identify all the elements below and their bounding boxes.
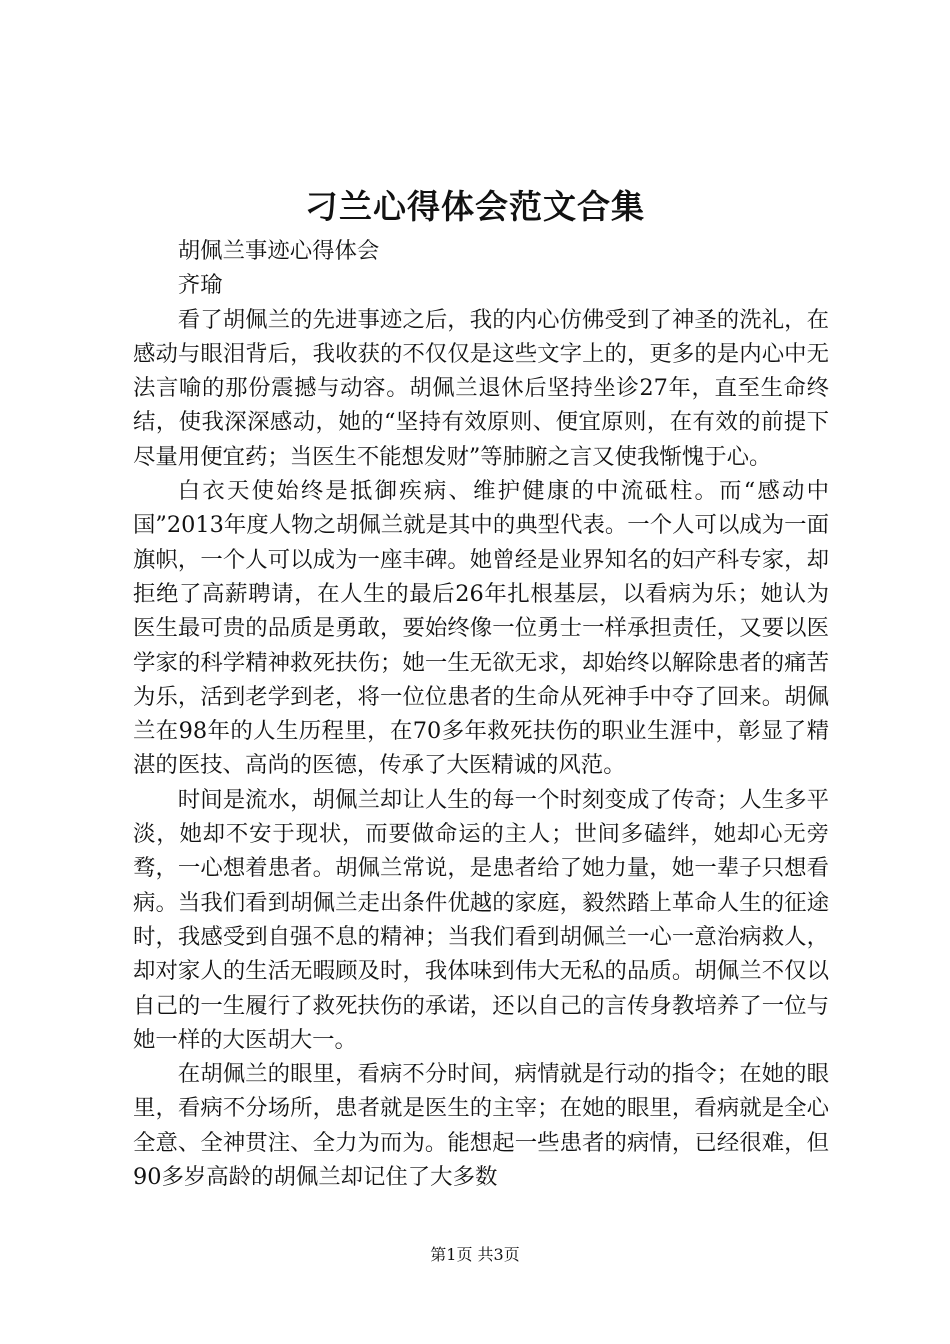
body-paragraph: 在胡佩兰的眼里，看病不分时间，病情就是行动的指令；在她的眼里，看病不分场所，患者就是医生的主宰；在她的眼里，看病就是全心全意、全神贯注、全力为而为。能想起一些患者的病情，已经很难，但90多岁高龄的胡佩兰却记住了大多数 (133, 1061, 829, 1191)
body-paragraph: 时间是流水，胡佩兰却让人生的每一个时刻变成了传奇；人生多平淡，她却不安于现状，而要做命运的主人；世间多磕绊，她却心无旁骛，一心想着患者。胡佩兰常说，是患者给了她力量，她一辈子只想看病。当我们看到胡佩兰走出条件优越的家庭，毅然踏上革命人生的征途时，我感受到自强不息的精神；当我们看到胡佩兰一心一意治病救人，却对家人的生活无暇顾及时，我体味到伟大无私的品质。胡佩兰不仅以自己的一生履行了救死扶伤的承诺，还以自己的言传身教培养了一位与她一样的大医胡大一。 (133, 786, 829, 1053)
subtitle-paragraph: 胡佩兰事迹心得体会 (177, 238, 380, 264)
body-paragraph: 看了胡佩兰的先进事迹之后，我的内心仿佛受到了神圣的洗礼，在感动与眼泪背后，我收获的不仅仅是这些文字上的，更多的是内心中无法言喻的那份震撼与动容。胡佩兰退休后坚持坐诊27年，直至生命终结，使我深深感动，她的“坚持有效原则、便宜原则，在有效的前提下尽量用便宜药；当医生不能想发财”等肺腑之言又使我惭愧于心。 (133, 306, 829, 470)
document-title: 刁兰心得体会范文合集 (305, 187, 645, 226)
page-footer: 第1页 共3页 (430, 1245, 520, 1264)
body-paragraph: 白衣天使始终是抵御疾病、维护健康的中流砥柱。而“感动中国”2013年度人物之胡佩兰就是其中的典型代表。一个人可以成为一面旗帜，一个人可以成为一座丰碑。她曾经是业界知名的妇产科专家，却拒绝了高薪聘请，在人生的最后26年扎根基层，以看病为乐；她认为医生最可贵的品质是勇敢，要始终像一位勇士一样承担责任，又要以医学家的科学精神救死扶伤；她一生无欲无求，却始终以解除患者的痛苦为乐，活到老学到老，将一位位患者的生命从死神手中夺了回来。胡佩兰在98年的人生历程里，在70多年救死扶伤的职业生涯中，彰显了精湛的医技、高尚的医德，传承了大医精诚的风范。 (133, 478, 829, 779)
author-paragraph: 齐瑜 (177, 272, 223, 299)
document-body (133, 234, 829, 1194)
